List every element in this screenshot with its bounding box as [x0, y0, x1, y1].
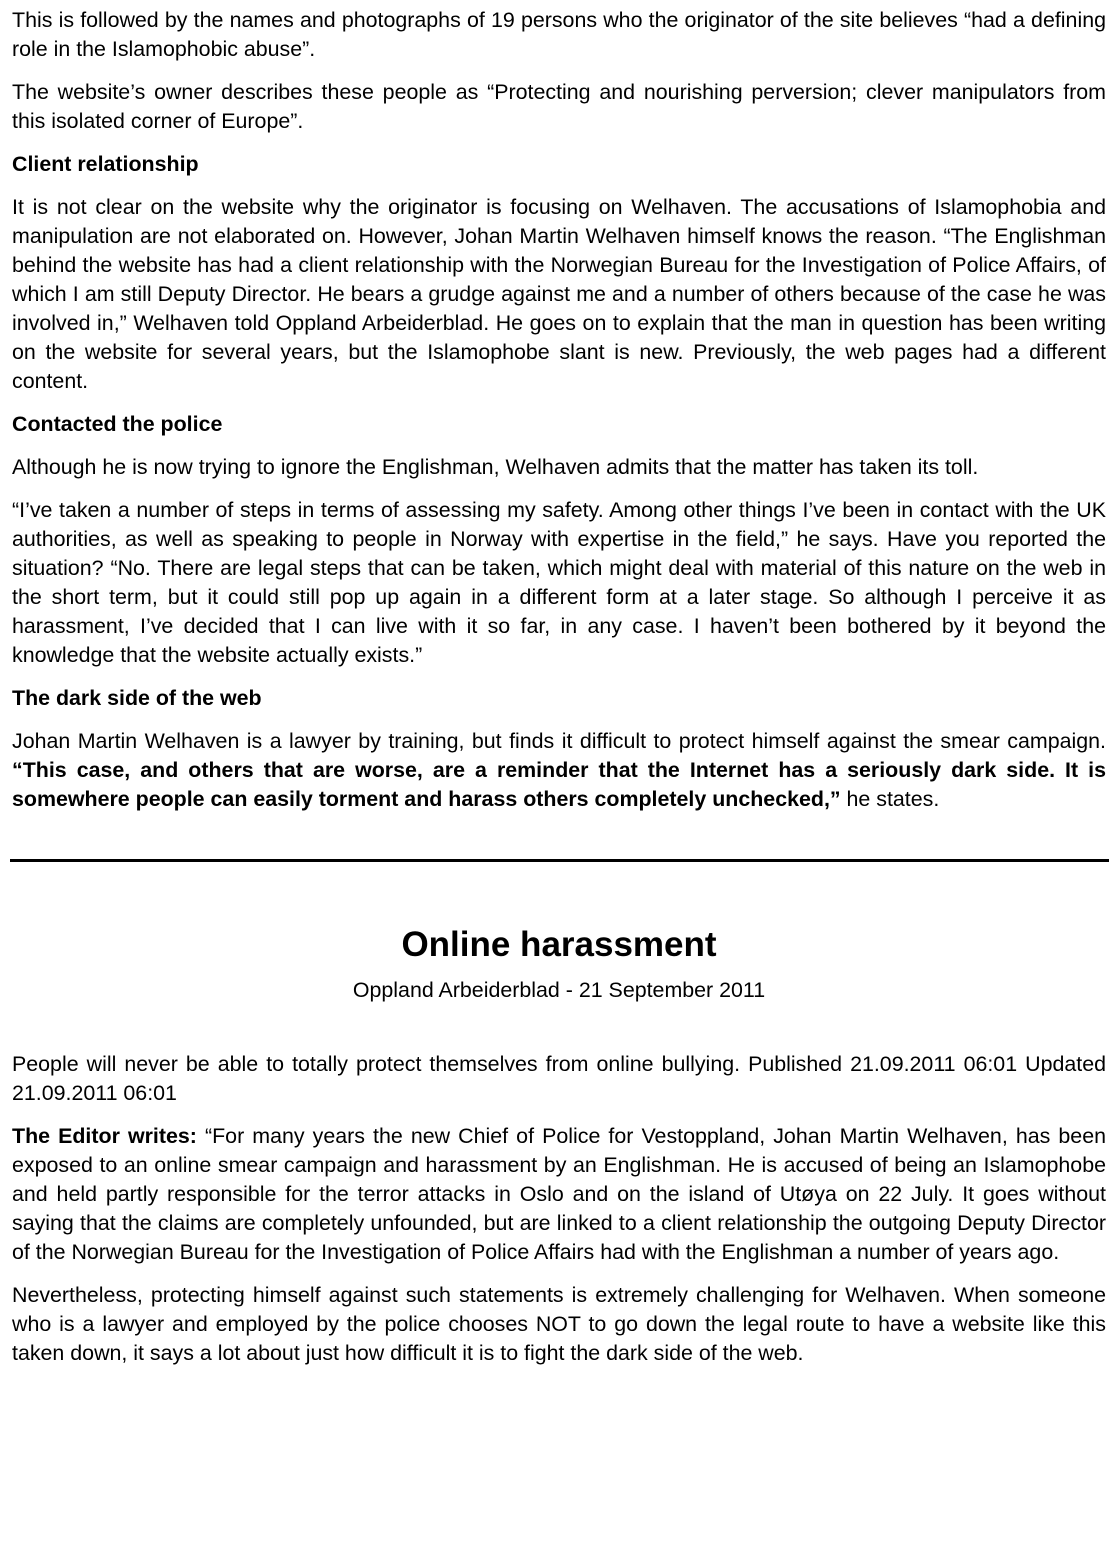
- paragraph-editor-writes: [12, 1122, 1106, 1267]
- article-title: Online harassment: [401, 925, 717, 964]
- paragraph-safety-steps: “I’ve taken a number of steps in terms of assessing my safety. Among other things I’ve been in contact with the UK authorities, as well as speaking to people in Norway with expertise in the field,” he says. Have you reported the situation? “No. There are legal steps that can be taken, which might deal with material of this nature on the web in the short term, but it could still pop up again in a different form at a later stage. So although I perceive it as harassment, I’ve decided that I can live with it so far, in any case. I haven’t been bothered by it beyond the knowledge that the website actually exists.”: [12, 498, 1106, 667]
- paragraph-nevertheless: Nevertheless, protecting himself against such statements is extremely challenging for Welhaven. When someone who is a lawyer and employed by the police chooses NOT to go down the legal route to have a website like this taken down, it says a lot about just how difficult it is to fight the dark side of the web.: [12, 1283, 1106, 1365]
- paragraph-client-relationship: It is not clear on the website why the originator is focusing on Welhaven. The accusations of Islamophobia and manipulation are not elaborated on. However, Johan Martin Welhaven himself knows the reason. “The Englishman behind the website has had a client relationship with the Norwegian Bureau for the Investigation of Police Affairs, of which I am still Deputy Director. He bears a grudge against me and a number of others because of the case he was involved in,” Welhaven told Oppland Arbeiderblad. He goes on to explain that the man in question has been writing on the website for several years, but the Islamophobe slant is new. Previously, the web pages had a different content.: [12, 195, 1106, 393]
- spacer: [12, 1005, 1106, 1050]
- paragraph-ignore-englishman: Although he is now trying to ignore the Englishman, Welhaven admits that the matter has taken its toll.: [12, 455, 979, 479]
- paragraph-owner-describes: The website’s owner describes these people as “Protecting and nourishing perversion; clever manipulators from this isolated corner of Europe”.: [12, 80, 1106, 133]
- subheading-client-relationship: Client relationship: [12, 152, 199, 176]
- paragraph-names-photographs: This is followed by the names and photographs of 19 persons who the originator of the site believes “had a defining role in the Islamophobic abuse”.: [12, 8, 1106, 61]
- subheading-contacted-police: Contacted the police: [12, 412, 223, 436]
- quote-dark-side: “This case, and others that are worse, are a reminder that the Internet has a seriously dark side. It is somewhere people can easily torment and harass others completely unchecked,”: [12, 758, 1106, 811]
- paragraph-published: People will never be able to totally protect themselves from online bullying. Published 21.09.2011 06:01 Updated 21.09.2011 06:01: [12, 1052, 1106, 1105]
- section-divider: [10, 859, 1109, 862]
- paragraph-lawyer-end: he states.: [840, 787, 940, 811]
- editor-text: “For many years the new Chief of Police for Vestoppland, Johan Martin Welhaven, has been exposed to an online smear campaign and harassment by an Englishman. He is accused of being an Islamophobe and held partly responsible for the terror attacks in Oslo and on the island of Utøya on 22 July. It goes without saying that the claims are completely unfounded, but are linked to a client relationship the outgoing Deputy Director of the Norwegian Bureau for the Investigation of Police Affairs had with the Englishman a number of years ago.: [12, 1124, 1106, 1264]
- subheading-dark-side: The dark side of the web: [12, 686, 262, 710]
- paragraph-lawyer-text: Johan Martin Welhaven is a lawyer by training, but finds it difficult to protect himself against the smear campaign.: [12, 729, 1106, 753]
- article-source: Oppland Arbeiderblad - 21 September 2011: [352, 978, 766, 1002]
- paragraph-lawyer-by-training: [12, 727, 1106, 814]
- editor-label: The Editor writes:: [12, 1124, 197, 1148]
